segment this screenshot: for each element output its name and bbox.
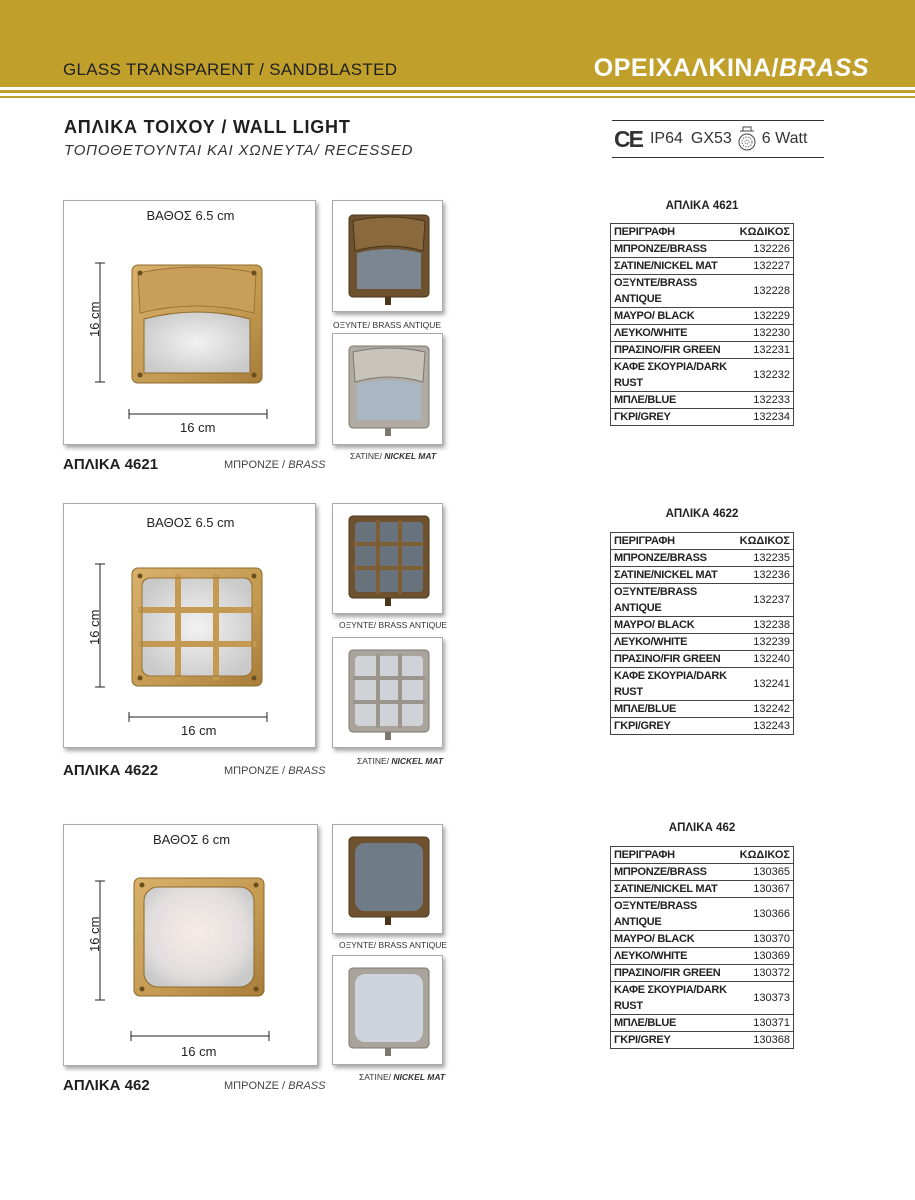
- table-row: ΛΕΥΚΟ/WHITE 132230: [611, 325, 794, 342]
- wattage: 6 Watt: [761, 130, 808, 147]
- width-dimension: 16 cm: [181, 723, 217, 738]
- glass-type-label: GLASS TRANSPARENT / SANDBLASTED: [63, 60, 398, 79]
- table-row: ΠΡΑΣΙΝΟ/FIR GREEN 132240: [611, 651, 794, 668]
- table-row: ΜΑΥΡΟ/ BLACK 132229: [611, 308, 794, 325]
- lamp-462-nickel-image: [333, 956, 442, 1064]
- lamp-4621-nickel-image: [333, 334, 442, 444]
- page-subtitle: ΤΟΠΟΘΕΤΟΥΝΤΑΙ ΚΑΙ ΧΩΝΕΥΤΑ/ RECESSED: [64, 142, 414, 159]
- codes-table-462: [610, 846, 794, 1049]
- codes-table-4622: [610, 532, 794, 735]
- table-row: ΜΑΥΡΟ/ BLACK 132238: [611, 617, 794, 634]
- header-rule-2: [0, 96, 915, 98]
- lamp-4622-nickel-image: [333, 638, 442, 747]
- ce-mark: CE: [614, 125, 642, 152]
- product-material: ΜΠΡΟΝΖΕ / BRASS: [224, 459, 326, 471]
- width-dimension: 16 cm: [180, 420, 216, 435]
- table-row: ΣΑΤΙΝΕ/NICKEL MAT 132236: [611, 567, 794, 584]
- table-row: ΜΠΛΕ/BLUE 132233: [611, 392, 794, 409]
- width-dimension: 16 cm: [181, 1044, 217, 1059]
- depth-label: ΒΑΘΟΣ 6 cm: [152, 832, 231, 847]
- ip-rating: IP64: [649, 130, 683, 147]
- table-row: ΓΚΡΙ/GREY 132243: [611, 718, 794, 735]
- table-header-row: ΠΕΡΙΓΡΑΦΗ ΚΩΔΙΚΟΣ: [611, 847, 794, 864]
- table-row: ΣΑΤΙΝΕ/NICKEL MAT 130367: [611, 881, 794, 898]
- variant-nickel-photo: [332, 955, 443, 1065]
- caption-nickel: ΣΑΤΙΝΕ/ NICKEL MAT: [359, 1072, 446, 1082]
- variant-antique-photo: [332, 200, 443, 312]
- spec-bar: [612, 120, 824, 158]
- table-row: ΛΕΥΚΟ/WHITE 130369: [611, 948, 794, 965]
- table-row: ΚΑΦΕ ΣΚΟΥΡΙΑ/DARK RUST 132232: [611, 359, 794, 392]
- product-4622-drawing-box: [63, 503, 316, 748]
- table-row: ΜΠΛΕ/BLUE 130371: [611, 1015, 794, 1032]
- table-row: ΠΡΑΣΙΝΟ/FIR GREEN 130372: [611, 965, 794, 982]
- table-row: ΜΠΛΕ/BLUE 132242: [611, 701, 794, 718]
- table-row: ΟΞΥΝΤΕ/BRASS ANTIQUE 132228: [611, 275, 794, 308]
- table-row: ΜΠΡΟΝΖΕ/BRASS 130365: [611, 864, 794, 881]
- product-4621-drawing-box: [63, 200, 316, 445]
- table-header-row: ΠΕΡΙΓΡΑΦΗ ΚΩΔΙΚΟΣ: [611, 533, 794, 550]
- height-dimension: 16 cm: [87, 916, 102, 952]
- page-title: ΑΠΛΙΚΑ ΤΟΙΧΟΥ / WALL LIGHT: [64, 117, 351, 137]
- caption-nickel: ΣΑΤΙΝΕ/ NICKEL MAT: [350, 451, 437, 461]
- product-462-drawing-box: [63, 824, 318, 1066]
- product-material: ΜΠΡΟΝΖΕ / BRASS: [224, 1080, 326, 1092]
- table-row: ΠΡΑΣΙΝΟ/FIR GREEN 132231: [611, 342, 794, 359]
- table-row: ΟΞΥΝΤΕ/BRASS ANTIQUE 130366: [611, 898, 794, 931]
- height-dimension: 16 cm: [87, 301, 102, 337]
- caption-nickel: ΣΑΤΙΝΕ/ NICKEL MAT: [357, 756, 444, 766]
- table-row: ΓΚΡΙ/GREY 132234: [611, 409, 794, 426]
- table-row: ΜΠΡΟΝΖΕ/BRASS 132226: [611, 241, 794, 258]
- caption-antique: ΟΞΥΝΤΕ/ BRASS ANTIQUE: [339, 620, 448, 630]
- product-name: ΑΠΛΙΚΑ 4622: [63, 762, 159, 779]
- lamp-462-antique-image: [333, 825, 442, 933]
- lamp-4622-antique-image: [333, 504, 442, 613]
- variant-nickel-photo: [332, 333, 443, 445]
- height-dimension: 16 cm: [87, 609, 102, 645]
- depth-label: ΒΑΘΟΣ 6.5 cm: [146, 515, 235, 530]
- table-header-row: ΠΕΡΙΓΡΑΦΗ ΚΩΔΙΚΟΣ: [611, 224, 794, 241]
- header-rule-1: [0, 90, 915, 93]
- depth-label: ΒΑΘΟΣ 6.5 cm: [146, 208, 235, 223]
- brand-material-title: ΟΡΕΙΧΑΛΚΙΝΑ/BRASS: [593, 54, 869, 82]
- table-row: ΣΑΤΙΝΕ/NICKEL MAT 132227: [611, 258, 794, 275]
- socket-type: GX53: [690, 130, 732, 147]
- product-name: ΑΠΛΙΚΑ 4621: [63, 456, 159, 473]
- variant-nickel-photo: [332, 637, 443, 748]
- lamp-4621-antique-image: [333, 201, 442, 311]
- table-row: ΜΠΡΟΝΖΕ/BRASS 132235: [611, 550, 794, 567]
- codes-table-title: ΑΠΛΙΚΑ 462: [668, 822, 736, 834]
- table-row: ΛΕΥΚΟ/WHITE 132239: [611, 634, 794, 651]
- codes-table-4621: [610, 223, 794, 426]
- lamp-462-drawing: [64, 825, 319, 1067]
- variant-antique-photo: [332, 503, 443, 614]
- table-row: ΚΑΦΕ ΣΚΟΥΡΙΑ/DARK RUST 132241: [611, 668, 794, 701]
- codes-table-title: ΑΠΛΙΚΑ 4622: [665, 508, 739, 520]
- table-row: ΟΞΥΝΤΕ/BRASS ANTIQUE 132237: [611, 584, 794, 617]
- product-name: ΑΠΛΙΚΑ 462: [63, 1077, 150, 1094]
- table-row: ΓΚΡΙ/GREY 130368: [611, 1032, 794, 1049]
- variant-antique-photo: [332, 824, 443, 934]
- caption-antique: ΟΞΥΝΤΕ/ BRASS ANTIQUE: [333, 320, 442, 330]
- table-row: ΚΑΦΕ ΣΚΟΥΡΙΑ/DARK RUST 130373: [611, 982, 794, 1015]
- gx53-lamp-icon: [736, 126, 758, 152]
- table-row: ΜΑΥΡΟ/ BLACK 130370: [611, 931, 794, 948]
- caption-antique: ΟΞΥΝΤΕ/ BRASS ANTIQUE: [339, 940, 448, 950]
- codes-table-title: ΑΠΛΙΚΑ 4621: [665, 200, 739, 212]
- product-material: ΜΠΡΟΝΖΕ / BRASS: [224, 765, 326, 777]
